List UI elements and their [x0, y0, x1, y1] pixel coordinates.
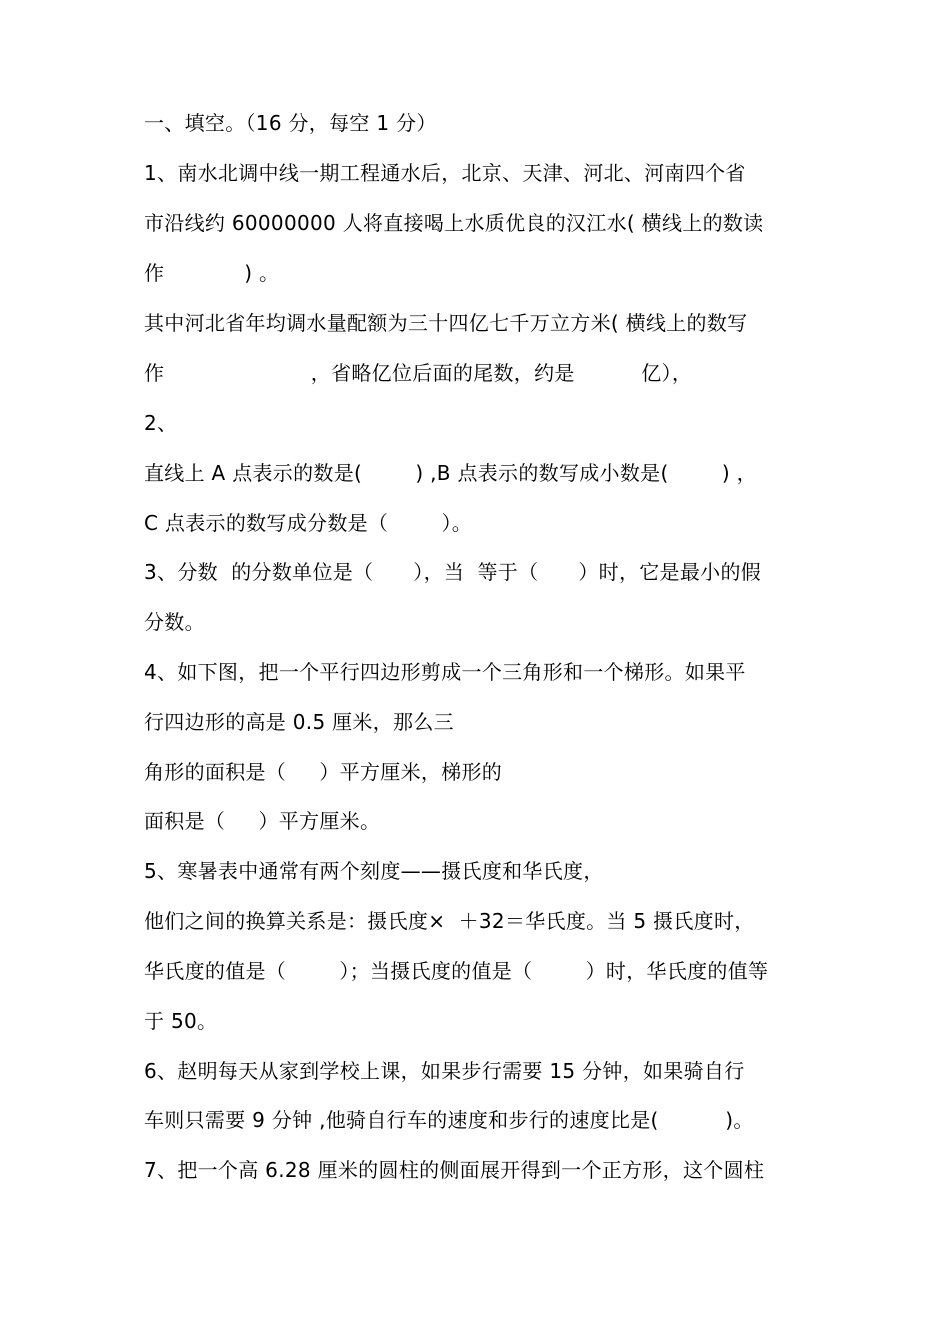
section-heading: 一、填空。（16 分，每空 1 分）: [144, 111, 437, 135]
question-2-number: 2、: [144, 411, 178, 435]
question-3-line-2: 分数。: [144, 610, 205, 634]
question-1-line-5: 作 ，省略亿位后面的尾数，约是 亿），: [144, 361, 693, 385]
question-3-line-1: 3、分数 的分数单位是（ ），当 等于（ ）时，它是最小的假: [144, 560, 762, 584]
question-4-line-2: 行四边形的高是 0.5 厘米，那么三: [144, 710, 454, 734]
question-2-line-2: C 点表示的数写成分数是（ ）。: [144, 511, 473, 535]
question-4-line-3: 角形的面积是（ ）平方厘米，梯形的: [144, 760, 503, 784]
question-6-line-2: 车则只需要 9 分钟 ,他骑自行车的速度和步行的速度比是( )。: [144, 1108, 754, 1132]
question-1-line-2: 市沿线约 60000000 人将直接喝上水质优良的汉江水( 横线上的数读: [144, 211, 764, 235]
question-5-line-4: 于 50。: [144, 1009, 218, 1033]
question-4-line-1: 4、如下图，把一个平行四边形剪成一个三角形和一个梯形。如果平: [144, 660, 746, 684]
question-2-line-1: 直线上 A 点表示的数是( ) ,B 点表示的数写成小数是( ) ，: [144, 461, 757, 485]
question-4-line-4: 面积是（ ）平方厘米。: [144, 809, 381, 833]
question-1-line-1: 1、南水北调中线一期工程通水后，北京、天津、河北、河南四个省: [144, 161, 746, 185]
question-7-line-1: 7、把一个高 6.28 厘米的圆柱的侧面展开得到一个正方形，这个圆柱: [144, 1158, 765, 1182]
question-6-line-1: 6、赵明每天从家到学校上课，如果步行需要 15 分钟，如果骑自行: [144, 1059, 745, 1083]
question-5-line-3: 华氏度的值是（ ）；当摄氏度的值是（ ）时，华氏度的值等: [144, 959, 769, 983]
question-1-line-4: 其中河北省年均调水量配额为三十四亿七千万立方米( 横线上的数写: [144, 311, 748, 335]
question-5-line-1: 5、寒暑表中通常有两个刻度——摄氏度和华氏度，: [144, 859, 604, 883]
question-1-line-3: 作 ) 。: [144, 261, 280, 285]
question-5-line-2: 他们之间的换算关系是：摄氏度× ＋32＝华氏度。当 5 摄氏度时，: [144, 909, 755, 933]
